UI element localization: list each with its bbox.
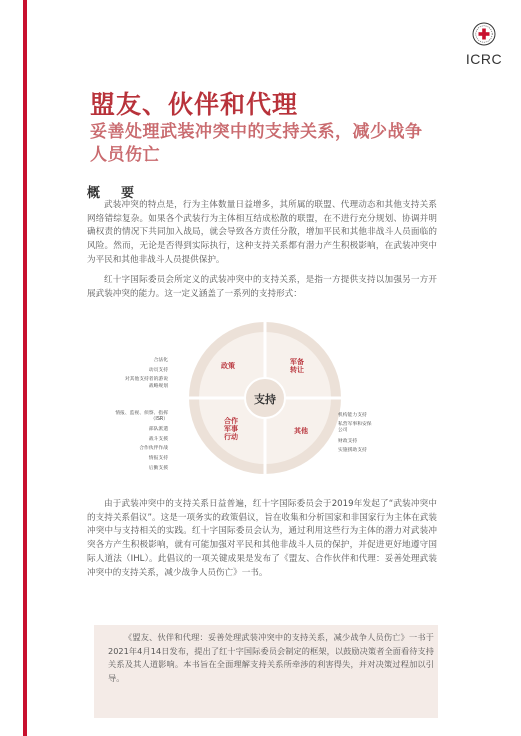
quadrant-arms-transfer: 军备 转让 [290,358,304,374]
left-top-item: 战略规划 [148,384,168,389]
overview-heading: 概 要 [87,186,139,201]
left-bottom-item: 情报、监视、侦察、指挥（ISR） [115,411,168,422]
left-bottom-item: 战斗支援 [148,437,168,442]
icrc-logo [463,22,505,67]
page-subtitle: 妥善处理武装冲突中的支持关系，减少战争人员伤亡 [90,122,423,165]
left-top-item: 对其他支持者的游说 [124,377,168,382]
overview-paragraph-1: 武装冲突的特点是，行为主体数量日益增多，其所属的联盟、代理动态和其他支持关系网络错综复杂。如果各个武装行为主体相互结成松散的联盟，在不进行充分规划、协调并明确权责的情况下共同加入战局，就会导致各方责任分散，增加平民和其他非战斗人员面临的风险。然而，无论是否得到实际执行，这种支持关系都有潜力产生积极影响，在武装冲突中为平民和其他非战斗人员提供保护。 [87,200,437,265]
quadrant-joint-operations: 合作 军事 行动 [224,417,238,441]
left-top-item: 合法化 [153,358,168,363]
publication-note-text: 《盟友、伙伴和代理：妥善处理武装冲突中的支持关系，减少战争人员伤亡》一书于2021年4月14日发布，提出了红十字国际委员会制定的框架，以鼓励决策者全面看待支持关系及其人道影响。本书旨在全面理解支持关系所牵涉的利害得失，并对决策过程加以引导。 [108,632,434,683]
right-item: 实施援助支持 [338,448,367,453]
right-item: 财政支持 [338,439,358,444]
diagram-center-label: 支持 [254,393,276,406]
icrc-logo-text: ICRC [465,51,503,67]
left-bottom-item: 合作伙伴作战 [139,446,168,451]
support-relationship-diagram [100,318,430,478]
page-title: 盟友、伙伴和代理 [90,90,299,119]
right-item: 机构能力支持 [338,413,367,418]
overview-paragraph-3: 由于武装冲突中的支持关系日益普遍，红十字国际委员会于2019年发起了“武装冲突中的支持关系倡议”。这是一项务实的政策倡议，旨在收集和分析国家和非国家行为主体在武装冲突中与支持相关的实践。红十字国际委员会认为，通过利用这些行为主体的潜力对武装冲突各方产生积极影响，就有可能加强对平民和其他非战斗人员的保护，并促进更好地遵守国际人道法（IHL）。此倡议的一项关键成果是发布了《盟友、合作伙伴和代理：妥善处理武装冲突中的支持关系，减少战争人员伤亡》一书。 [87,499,437,578]
left-bottom-item: 后勤支援 [148,466,168,471]
left-accent-bar [23,0,27,736]
quadrant-other: 其他 [294,427,308,435]
red-cross-emblem-icon [472,22,496,46]
left-bottom-item: 情报支持 [148,456,168,461]
right-item: 私营军事和安保公司 [338,422,372,433]
left-top-item: 动员支持 [148,368,168,373]
left-bottom-item: 部队派遣 [148,427,168,432]
overview-paragraph-2: 红十字国际委员会所定义的武装冲突中的支持关系，是指一方提供支持以加强另一方开展武装冲突的能力。这一定义涵盖了一系列的支持形式： [87,275,437,299]
quadrant-policy: 政策 [221,362,235,370]
